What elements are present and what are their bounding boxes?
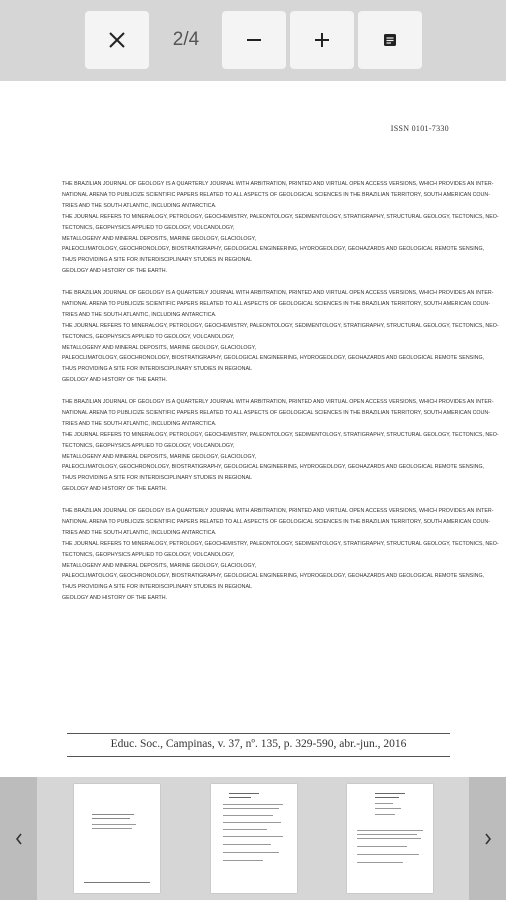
thumbnail-page-3[interactable] xyxy=(347,784,433,893)
text-line: TRIES AND THE SOUTH ATLANTIC, INCLUDING ANTARCTICA. xyxy=(62,420,217,427)
close-button[interactable] xyxy=(85,11,149,69)
text-line: TECTONICS, GEOPHYSICS APPLIED TO GEOLOGY, VOLCANOLOGY, xyxy=(62,551,235,558)
text-line: TRIES AND THE SOUTH ATLANTIC, INCLUDING ANTARCTICA. xyxy=(62,529,217,536)
text-line: PALEOCLIMATOLOGY, GEOCHRONOLOGY, BIOSTRATIGRAPHY, GEOLOGICAL ENGINEERING, HYDROGEOLOGY, GEOHAZARDS AND GEOLOGICAL REMOTE SENSING, xyxy=(62,573,485,580)
paragraph-block xyxy=(62,397,499,495)
footer-rule-bottom xyxy=(67,756,450,757)
text-line: THE JOURNAL REFERS TO MINERALOGY, PETROLOGY, GEOCHEMISTRY, PALEONTOLOGY, SEDIMENTOLOGY, STRATIGRAPHY, STRUCTURAL GEOLOGY, TECTONICS, NEO- xyxy=(62,540,499,547)
text-line: THUS PROVIDING A SITE FOR INTERDISCIPLINARY STUDIES IN REGIONAL xyxy=(62,475,252,482)
text-line: TRIES AND THE SOUTH ATLANTIC, INCLUDING ANTARCTICA. xyxy=(62,202,217,209)
text-line: PALEOCLIMATOLOGY, GEOCHRONOLOGY, BIOSTRATIGRAPHY, GEOLOGICAL ENGINEERING, HYDROGEOLOGY, GEOHAZARDS AND GEOLOGICAL REMOTE SENSING, xyxy=(62,464,485,471)
document-page xyxy=(0,81,506,777)
document-icon xyxy=(382,32,398,48)
text-line: THUS PROVIDING A SITE FOR INTERDISCIPLINARY STUDIES IN REGIONAL xyxy=(62,584,252,591)
paragraph-block xyxy=(62,179,499,277)
zoom-out-button[interactable] xyxy=(222,11,286,69)
paragraph-block xyxy=(62,288,499,386)
text-line: TECTONICS, GEOPHYSICS APPLIED TO GEOLOGY, VOLCANOLOGY, xyxy=(62,224,235,231)
text-line: THE BRAZILIAN JOURNAL OF GEOLOGY IS A QUARTERLY JOURNAL WITH ARBITRATION, PRINTED AND VIRTUAL OPEN ACCESS VERSIONS, WHICH PROVIDES AN INTER- xyxy=(62,290,494,296)
thumbnail-page-2[interactable] xyxy=(211,784,297,893)
text-line: THE JOURNAL REFERS TO MINERALOGY, PETROLOGY, GEOCHEMISTRY, PALEONTOLOGY, SEDIMENTOLOGY, STRATIGRAPHY, STRUCTURAL GEOLOGY, TECTONICS, NEO- xyxy=(62,431,499,438)
text-line: TECTONICS, GEOPHYSICS APPLIED TO GEOLOGY, VOLCANOLOGY, xyxy=(62,333,235,340)
footer-rule-top xyxy=(67,733,450,734)
text-line: THUS PROVIDING A SITE FOR INTERDISCIPLINARY STUDIES IN REGIONAL xyxy=(62,366,252,373)
text-line: GEOLOGY AND HISTORY OF THE EARTH. xyxy=(62,268,168,275)
issn-number: ISSN 0101-7330 xyxy=(390,124,449,133)
text-line: NATIONAL ARENA TO PUBLICIZE SCIENTIFIC PAPERS RELATED TO ALL ASPECTS OF GEOLOGICAL SCIENCES IN THE BRAZILIAN TERRITORY, SOUTH AMERICAN COUN- xyxy=(62,518,490,525)
page-indicator: 2/4 xyxy=(172,29,200,50)
minus-icon xyxy=(245,31,263,49)
text-line: THE JOURNAL REFERS TO MINERALOGY, PETROLOGY, GEOCHEMISTRY, PALEONTOLOGY, SEDIMENTOLOGY, STRATIGRAPHY, STRUCTURAL GEOLOGY, TECTONICS, NEO- xyxy=(62,322,499,329)
text-line: TECTONICS, GEOPHYSICS APPLIED TO GEOLOGY, VOLCANOLOGY, xyxy=(62,442,235,449)
text-line: GEOLOGY AND HISTORY OF THE EARTH. xyxy=(62,486,168,493)
thumbnail-strip xyxy=(0,777,506,900)
text-line: NATIONAL ARENA TO PUBLICIZE SCIENTIFIC PAPERS RELATED TO ALL ASPECTS OF GEOLOGICAL SCIENCES IN THE BRAZILIAN TERRITORY, SOUTH AMERICAN COUN- xyxy=(62,409,490,416)
text-line: THUS PROVIDING A SITE FOR INTERDISCIPLINARY STUDIES IN REGIONAL xyxy=(62,257,252,264)
text-line: METALLOGENY AND MINERAL DEPOSITS, MARINE GEOLOGY, GLACIOLOGY, xyxy=(62,344,256,351)
plus-icon xyxy=(313,31,331,49)
text-line: METALLOGENY AND MINERAL DEPOSITS, MARINE GEOLOGY, GLACIOLOGY, xyxy=(62,562,256,569)
text-line: THE JOURNAL REFERS TO MINERALOGY, PETROLOGY, GEOCHEMISTRY, PALEONTOLOGY, SEDIMENTOLOGY, STRATIGRAPHY, STRUCTURAL GEOLOGY, TECTONICS, NEO- xyxy=(62,213,499,220)
citation-footer: Educ. Soc., Campinas, v. 37, nº. 135, p. 329-590, abr.-jun., 2016 xyxy=(110,738,407,750)
text-line: GEOLOGY AND HISTORY OF THE EARTH. xyxy=(62,595,168,602)
document-menu-button[interactable] xyxy=(358,11,422,69)
text-line: GEOLOGY AND HISTORY OF THE EARTH. xyxy=(62,377,168,384)
text-line: THE BRAZILIAN JOURNAL OF GEOLOGY IS A QUARTERLY JOURNAL WITH ARBITRATION, PRINTED AND VIRTUAL OPEN ACCESS VERSIONS, WHICH PROVIDES AN INTER- xyxy=(62,508,494,514)
viewer-toolbar xyxy=(0,0,506,81)
text-line: PALEOCLIMATOLOGY, GEOCHRONOLOGY, BIOSTRATIGRAPHY, GEOLOGICAL ENGINEERING, HYDROGEOLOGY, GEOHAZARDS AND GEOLOGICAL REMOTE SENSING, xyxy=(62,246,485,253)
previous-page-button[interactable] xyxy=(0,777,37,900)
text-line: PALEOCLIMATOLOGY, GEOCHRONOLOGY, BIOSTRATIGRAPHY, GEOLOGICAL ENGINEERING, HYDROGEOLOGY, GEOHAZARDS AND GEOLOGICAL REMOTE SENSING, xyxy=(62,355,485,362)
zoom-in-button[interactable] xyxy=(290,11,354,69)
next-page-button[interactable] xyxy=(469,777,506,900)
thumbnail-page-1[interactable] xyxy=(74,784,160,893)
text-line: THE BRAZILIAN JOURNAL OF GEOLOGY IS A QUARTERLY JOURNAL WITH ARBITRATION, PRINTED AND VIRTUAL OPEN ACCESS VERSIONS, WHICH PROVIDES AN INTER- xyxy=(62,399,494,405)
chevron-left-icon xyxy=(14,832,24,846)
text-line: TRIES AND THE SOUTH ATLANTIC, INCLUDING ANTARCTICA. xyxy=(62,311,217,318)
text-line: METALLOGENY AND MINERAL DEPOSITS, MARINE GEOLOGY, GLACIOLOGY, xyxy=(62,453,256,460)
chevron-right-icon xyxy=(483,832,493,846)
text-line: METALLOGENY AND MINERAL DEPOSITS, MARINE GEOLOGY, GLACIOLOGY, xyxy=(62,235,256,242)
paragraph-block xyxy=(62,506,499,604)
text-line: THE BRAZILIAN JOURNAL OF GEOLOGY IS A QUARTERLY JOURNAL WITH ARBITRATION, PRINTED AND VIRTUAL OPEN ACCESS VERSIONS, WHICH PROVIDES AN INTER- xyxy=(62,181,494,187)
close-icon xyxy=(108,31,126,49)
text-line: NATIONAL ARENA TO PUBLICIZE SCIENTIFIC PAPERS RELATED TO ALL ASPECTS OF GEOLOGICAL SCIENCES IN THE BRAZILIAN TERRITORY, SOUTH AMERICAN COUN- xyxy=(62,191,490,198)
text-line: NATIONAL ARENA TO PUBLICIZE SCIENTIFIC PAPERS RELATED TO ALL ASPECTS OF GEOLOGICAL SCIENCES IN THE BRAZILIAN TERRITORY, SOUTH AMERICAN COUN- xyxy=(62,300,490,307)
